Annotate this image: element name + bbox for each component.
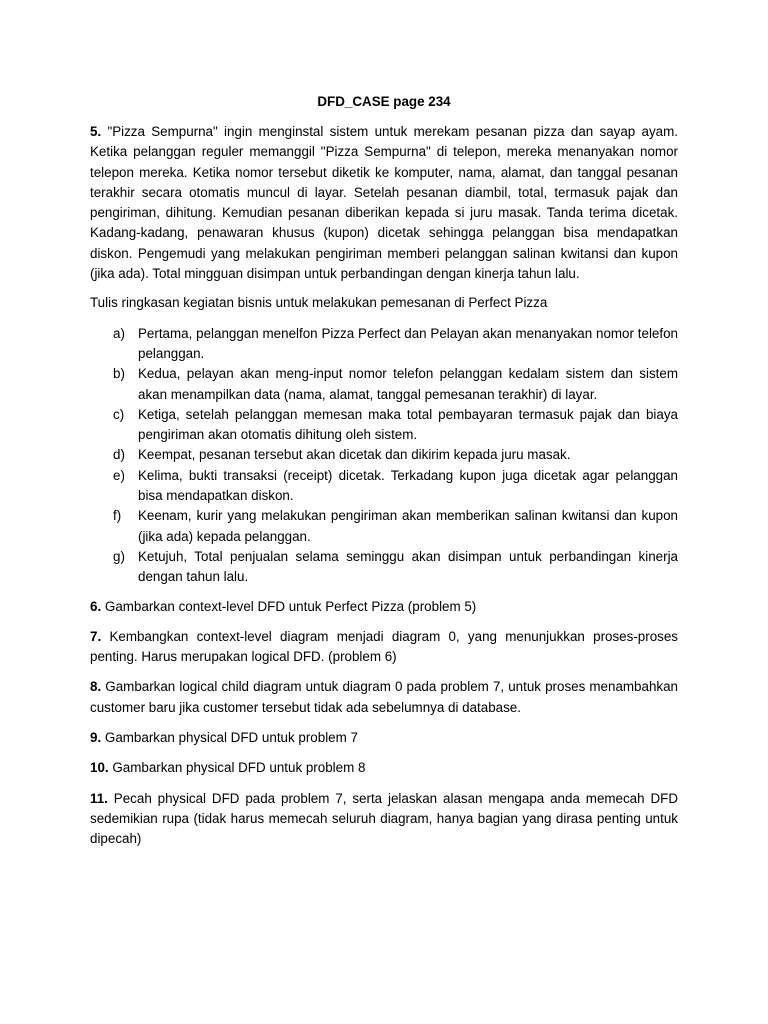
list-item-text: Ketujuh, Total penjualan selama seminggu akan disimpan untuk perbandingan kinerja dengan tahun lalu.: [138, 548, 678, 585]
question-text: Kembangkan context-level diagram menjadi diagram 0, yang menunjukkan proses-proses penting. Harus merupakan logical DFD. (problem 6): [90, 628, 678, 665]
question-text: Gambarkan context-level DFD untuk Perfect Pizza (problem 5): [104, 598, 477, 614]
list-marker: b): [113, 366, 125, 382]
list-marker: e): [113, 467, 125, 483]
list-item-text: Keempat, pesanan tersebut akan dicetak dan dikirim kepada juru masak.: [138, 447, 571, 463]
list-item: [90, 324, 678, 365]
question-text: Gambarkan logical child diagram untuk diagram 0 pada problem 7, untuk proses menambahkan customer baru jika customer tersebut tidak ada sebelumnya di database.: [90, 679, 678, 715]
question-9: [90, 728, 678, 748]
question-number: 6.: [90, 598, 102, 614]
question-6: [90, 597, 678, 617]
list-item: [90, 405, 678, 446]
question-text: Gambarkan physical DFD untuk problem 8: [112, 760, 366, 776]
list-marker: a): [113, 325, 125, 341]
list-marker: g): [113, 548, 125, 564]
question-number: 11.: [90, 790, 108, 806]
list-item-text: Keenam, kurir yang melakukan pengiriman akan memberikan salinan kwitansi dan kupon (jika ada) kepada pelanggan.: [138, 508, 678, 544]
question-8: [90, 677, 678, 718]
problem-5: [90, 122, 678, 284]
list-item: [90, 466, 678, 507]
list-item: [90, 547, 678, 588]
question-10: [90, 758, 678, 778]
list-item-text: Kelima, bukti transaksi (receipt) dicetak. Terkadang kupon juga dicetak agar pelanggan bisa mendapatkan diskon.: [138, 467, 678, 504]
page-title: DFD_CASE page 234: [317, 94, 451, 109]
list-item: [90, 364, 678, 405]
question-number: 9.: [90, 730, 102, 746]
steps-list: [90, 324, 678, 588]
list-marker: f): [113, 508, 122, 524]
list-item: [90, 506, 678, 547]
list-item-text: Pertama, pelanggan menelfon Pizza Perfect dan Pelayan akan menanyakan nomor telefon pelanggan.: [138, 325, 678, 361]
question-text: Pecah physical DFD pada problem 7, serta jelaskan alasan mengapa anda memecah DFD sedemikian rupa (tidak harus memecah seluruh diagram, hanya bagian yang dirasa penting untuk dipecah): [90, 790, 678, 847]
question-number: 10.: [90, 760, 109, 776]
list-item-text: Kedua, pelayan akan meng-input nomor telefon pelanggan kedalam sistem dan sistem akan menampilkan data (nama, alamat, tanggal pemesanan terakhir) di layar.: [138, 366, 678, 402]
question-11: [90, 789, 678, 850]
problem-5-number: 5.: [90, 124, 102, 139]
list-item-text: Ketiga, setelah pelanggan memesan maka total pembayaran termasuk pajak dan biaya pengiriman akan otomatis dihitung oleh sistem.: [138, 406, 678, 443]
summary-intro: Tulis ringkasan kegiatan bisnis untuk melakukan pemesanan di Perfect Pizza: [90, 295, 548, 311]
list-item: [90, 445, 678, 465]
question-number: 8.: [90, 679, 102, 695]
question-number: 7.: [90, 628, 102, 644]
list-marker: c): [113, 406, 125, 422]
list-marker: d): [113, 447, 125, 463]
question-text: Gambarkan physical DFD untuk problem 7: [104, 730, 358, 746]
question-7: [90, 627, 678, 668]
problem-5-text: "Pizza Sempurna" ingin menginstal sistem untuk merekam pesanan pizza dan sayap ayam. Ketika pelanggan reguler memanggil "Pizza Sempurna" di telepon, mereka menanyakan nomor telepon mereka. Ketika nomor tersebut diketik ke komputer, nama, alamat, dan tanggal pesanan terakhir secara otomatis muncul di layar. Setelah pesanan diambil, total, termasuk pajak dan pengiriman, dihitung. Kemudian pesanan diberikan kepada si juru masak. Tanda terima dicetak. Kadang-kadang, penawaran khusus (kupon) dicetak sehingga pelanggan bisa mendapatkan diskon. Pengemudi yang melakukan pengiriman memberi pelanggan salinan kwitansi dan kupon (jika ada). Total mingguan disimpan untuk perbandingan dengan kinerja tahun lalu.: [90, 124, 678, 282]
